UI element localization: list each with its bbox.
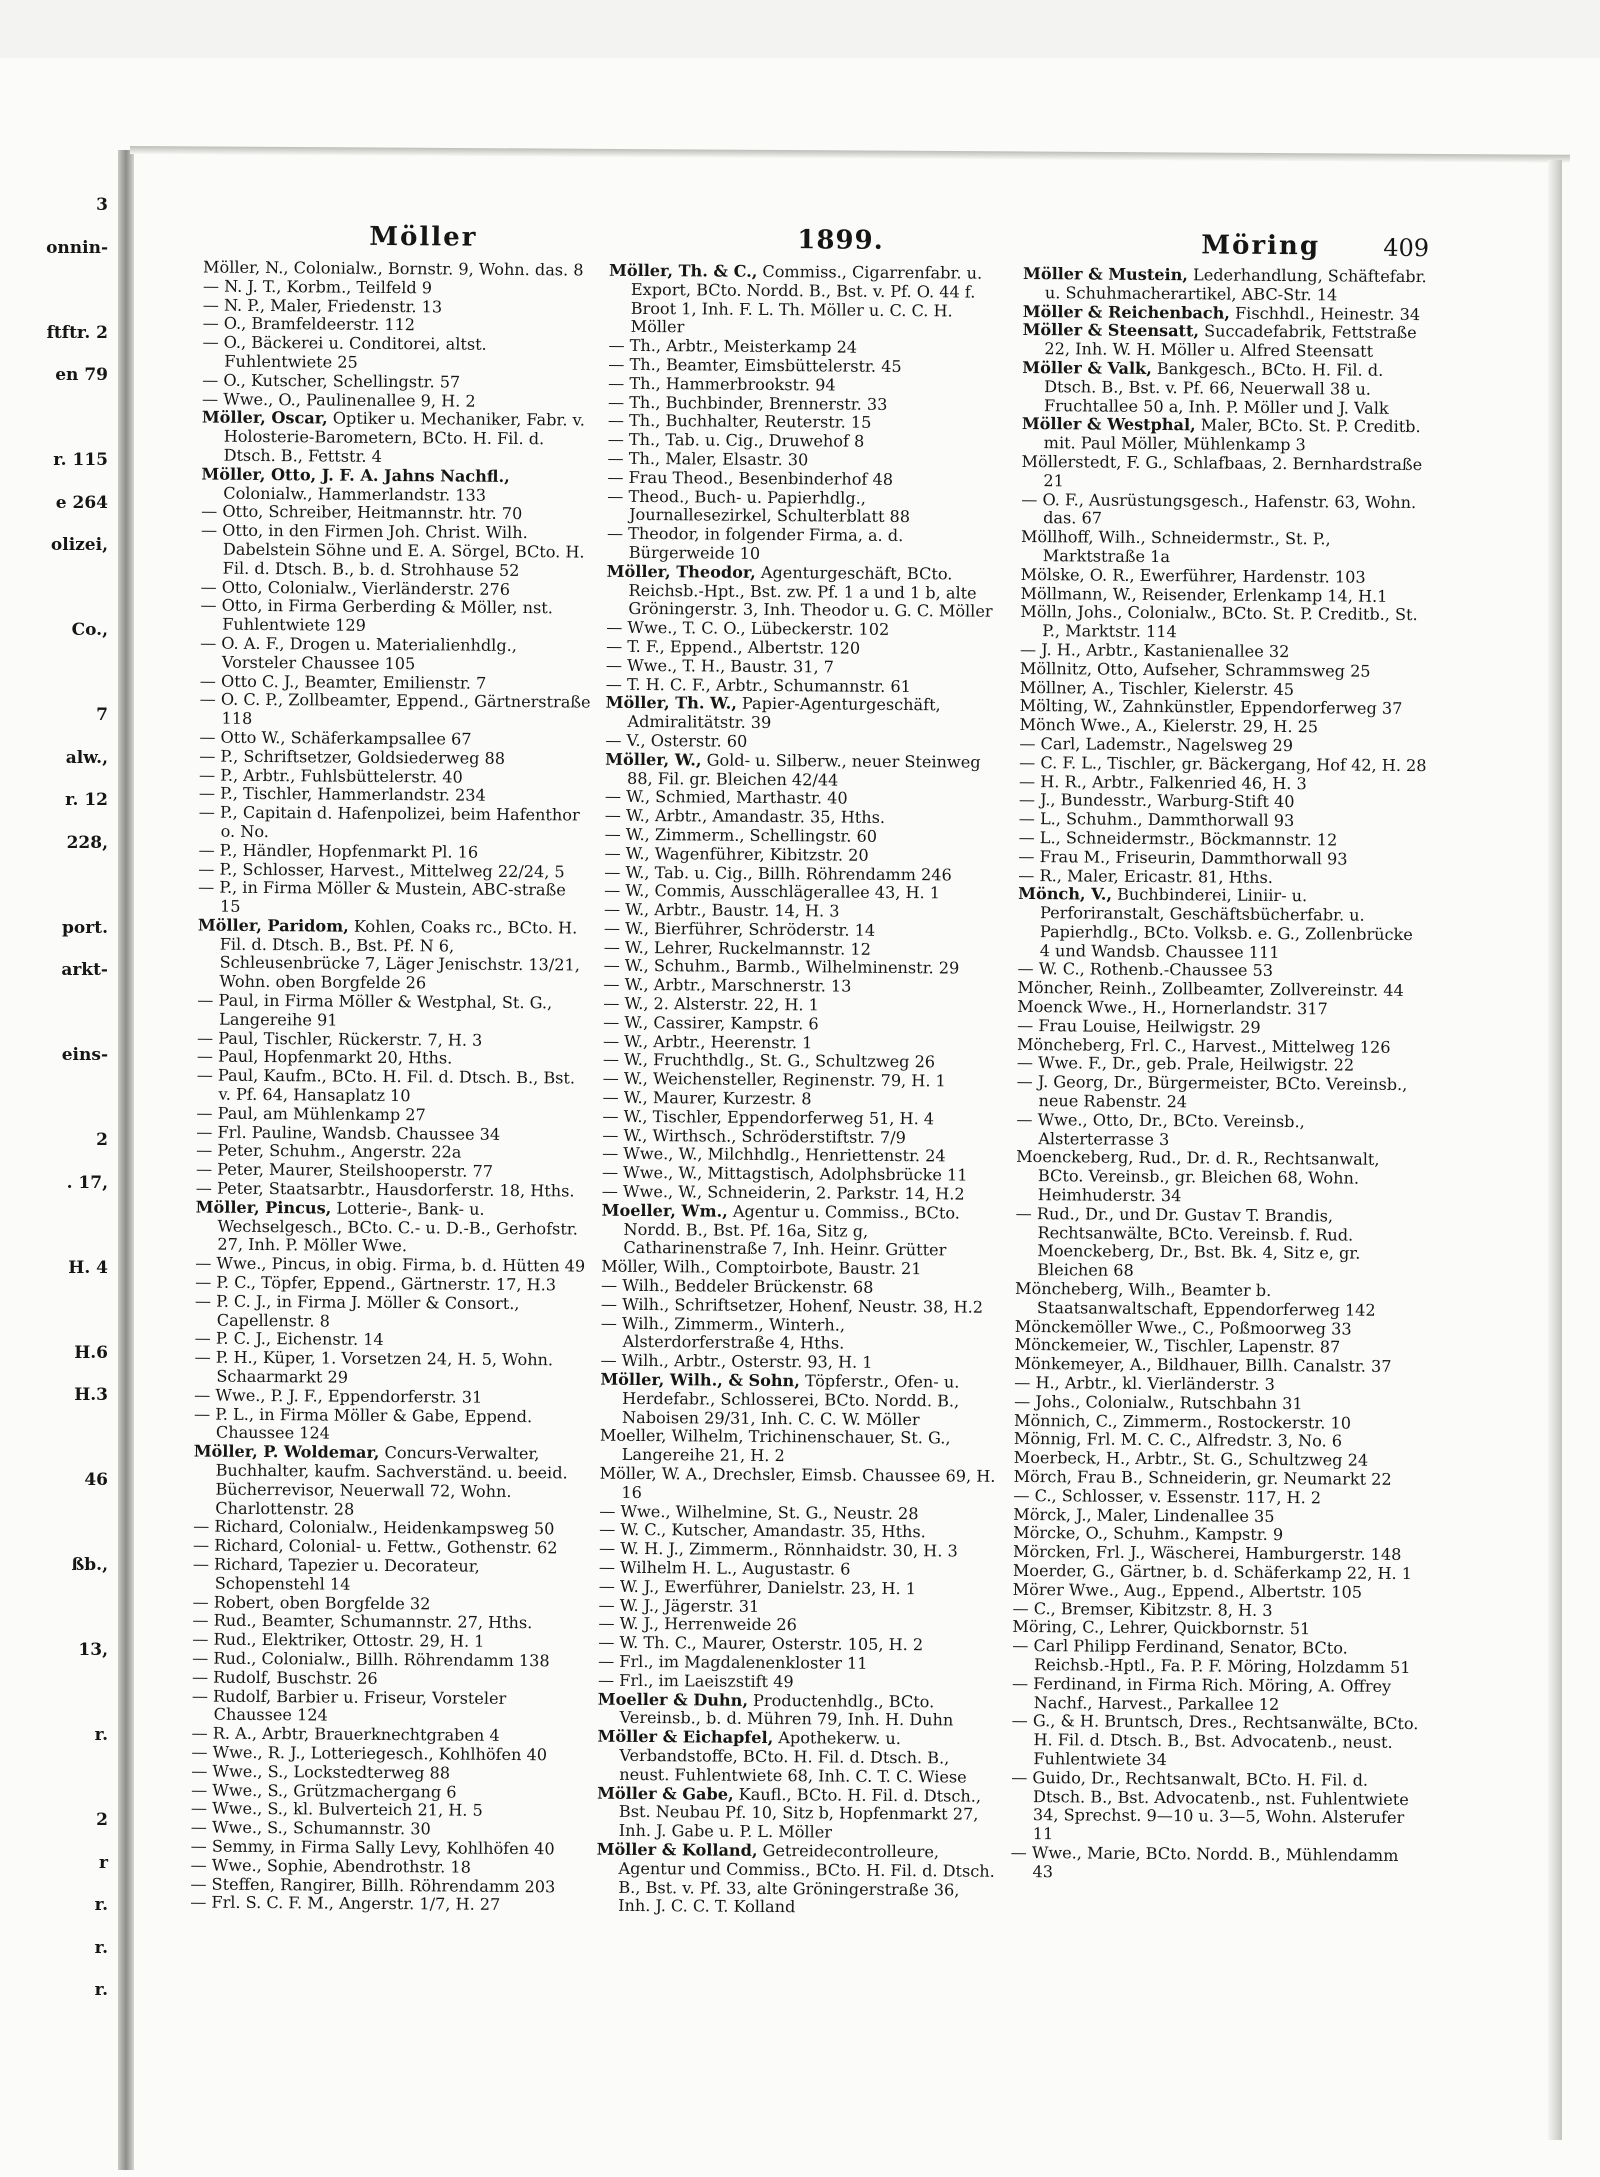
entry-text: — Robert, oben Borgfelde 32 [192,1592,431,1613]
previous-page-fragment: 7 [96,705,108,725]
entry-firm-name: Möller & Mustein, [1022,263,1189,285]
directory-entry [1021,453,1429,494]
previous-page-fragment: 2 [96,1130,108,1150]
entry-text: Optiker u. Mechaniker, Fabr. v. Holosterie-Barometern, BCto. H. Fil. d. Dtsch. B., Fettstr. 4 [223,408,585,466]
directory-entry [1016,1111,1424,1152]
entry-text: Colonialw., Hammerlandstr. 133 [223,483,487,505]
entry-text: — W., Wirthsch., Schröderstiftstr. 7/9 [602,1125,906,1147]
entry-text: — C. F. L., Tischler, gr. Bäckergang, Hof 42, H. 28 [1019,752,1427,775]
entry-text: — Wwe., S., Grützmachergang 6 [191,1780,457,1802]
entry-text: — P. H., Küper, 1. Vorsetzen 24, H. 5, Wohn. Schaarmarkt 29 [194,1347,554,1387]
entry-text: — Carl Philipp Ferdinand, Senator, BCto. Reichsb.-Hptl., Fa. P. F. Möring, Holzdamm 51 [1012,1636,1411,1678]
entry-text: Kaufl., BCto. H. Fil. d. Dtsch., Bst. Neubau Pf. 10, Sitz b, Hopfenmarkt 27, Inh. J. Gabe u. P. L. Möller [618,1784,982,1842]
entry-text: Moenck Wwe., H., Hornerlandstr. 317 [1017,997,1328,1019]
previous-page-fragment: r [99,1852,108,1873]
entry-text: — Rudolf, Barbier u. Friseur, Vorsteler Chaussee 124 [191,1686,507,1725]
entry-text: Bankgesch., BCto. H. Fil. d. Dtsch. B., Bst. v. Pf. 66, Neuerwall 38 u. Fruchtallee 50 a, Inh. P. Möller und J. Valk [1043,358,1389,418]
entry-text: — Wwe., Sophie, Abendrothstr. 18 [190,1855,471,1877]
entry-text: — P., Händler, Hopfenmarkt Pl. 16 [198,840,479,862]
previous-page-fragment: 3 [96,195,108,215]
entry-text: — Frau M., Friseurin, Dammthorwall 93 [1018,846,1348,869]
entry-text: — Wwe., Otto, Dr., BCto. Vereinsb., Alsterterrasse 3 [1016,1109,1305,1149]
entry-text: — P. C. J., in Firma J. Möller & Consort., Capellenstr. 8 [194,1291,520,1331]
directory-entry [600,1427,1000,1468]
entry-text: — Otto, in den Firmen Joh. Christ. Wilh. Dabelstein Söhne und E. A. Sörgel, BCto. H. Fil. d. Dtsch. B., b. d. Strohhause 52 [200,520,585,580]
entry-text: — Otto C. J., Beamter, Emilienstr. 7 [199,671,487,693]
entry-text: Gold- u. Silberw., neuer Steinweg 88, Fil. gr. Bleichen 42/44 [627,750,981,790]
entry-text: — W., Arbtr., Baustr. 14, H. 3 [603,899,840,921]
directory-entry [193,1443,586,1521]
directory-entry [195,1292,587,1333]
previous-page-fragment: en 79 [55,365,108,385]
entry-firm-name: Möller, W., [605,749,702,770]
directory-entry [201,522,593,581]
previous-page-fragment: 2 [96,1810,108,1830]
entry-text: — O. F., Ausrüstungsgesch., Hafenstr. 63, Wohn. das. 67 [1021,489,1417,528]
directory-entry [1012,1637,1420,1678]
directory-entry [194,1405,586,1446]
entry-text: — W., 2. Alsterstr. 22, H. 1 [603,993,819,1015]
directory-entry [1021,528,1429,569]
entry-text: — Th., Hammerbrookstr. 94 [608,373,836,395]
entry-text: — P., Tischler, Hammerlandstr. 234 [198,783,486,806]
previous-page-fragment: alw., [65,747,108,768]
directory-entry [193,1555,585,1596]
directory-entry [605,694,1005,735]
directory-entry [599,1465,999,1506]
directory-entry [202,334,594,375]
entry-firm-name: Möller, Theodor, [606,561,756,582]
entry-text: — C., Bremser, Kibitzstr. 8, H. 3 [1012,1598,1273,1620]
entry-text: Agenturgeschäft, BCto. Reichsb.-Hpt., Bst. zw. Pf. 1 a und 1 b, alte Gröningerstr. 3, Inh. Theodor u. G. C. Möller [628,562,993,622]
entry-text: Getreidecontrolleure, Agentur und Commiss., BCto. H. Fil. d. Dtsch. B., Bst. v. Pf. 33, alte Gröningerstraße 36, Inh. J. C. C. T. Kolland [618,1840,995,1917]
previous-page-edge [0,195,112,2095]
directory-entry [1011,1712,1419,1772]
entry-text: — Steffen, Rangirer, Billh. Röhrendamm 203 [190,1873,556,1896]
directory-entry [1010,1844,1418,1885]
entry-text: Lotterie-, Bank- u. Wechselgesch., BCto. C.- u. D.-B., Gerhofstr. 27, Inh. P. Möller Wwe. [217,1198,578,1256]
entry-text: — Frl., im Magdalenenkloster 11 [598,1651,868,1673]
entry-text: — O. C. P., Zollbeamter, Eppend., Gärtnerstraße 118 [199,689,591,729]
entry-text: — Rudolf, Buschstr. 26 [191,1667,378,1688]
entry-text: — Otto, in Firma Gerberding & Möller, nst. Fuhlentwiete 129 [200,595,553,635]
entry-text: — Frl., im Laeiszstift 49 [597,1670,794,1691]
directory-entry [197,992,589,1033]
directory-column-1 [190,259,595,1916]
entry-text: Mönnich, C., Zimmerm., Rostockerstr. 10 [1013,1410,1352,1433]
entry-text: Mönkemeyer, A., Bildhauer, Billh. Canalstr. 37 [1014,1354,1392,1377]
entry-text: — Richard, Colonialw., Heidenkampsweg 50 [193,1516,555,1539]
entry-text: — W., Weichensteller, Reginenstr. 79, H. 1 [602,1068,946,1091]
entry-text: Moerder, G., Gärtner, b. d. Schäferkamp 22, H. 1 [1012,1560,1413,1584]
entry-text: Apothekerw. u. Verbandstoffe, BCto. H. Fil. d. Dtsch. B., neust. Fuhlentwiete 68, Inh. C. T. C. Wiese [619,1728,967,1787]
previous-page-fragment: eins- [61,1045,108,1065]
directory-entry [1018,885,1427,963]
entry-text: — J. Georg, Dr., Bürgermeister, BCto. Vereinsb., neue Rabenstr. 24 [1016,1072,1408,1112]
directory-entry [1021,491,1429,532]
directory-entry [1022,321,1430,362]
previous-page-fragment: r. [94,1895,108,1915]
entry-text: — Peter, Staatsarbtr., Hausdorferstr. 18, Hths. [195,1178,575,1201]
directory-page [123,150,1550,2121]
entry-text: — N. J. T., Korbm., Teilfeld 9 [202,276,433,298]
directory-entry [1015,1205,1424,1283]
entry-text: — G., & H. Bruntsch, Dres., Rechtsanwälte, BCto. H. Fil. d. Dtsch. B., Bst. Advocatenb., neust. Fuhlentwiete 34 [1011,1711,1419,1770]
entry-text: — Wwe., S., kl. Bulverteich 21, H. 5 [190,1798,483,1821]
entry-text: — W., Wagenführer, Kibitzstr. 20 [604,843,869,865]
entry-text: Mönckemöller Wwe., C., Poßmoorweg 33 [1014,1316,1352,1339]
entry-text: — Paul, Tischler, Rückerstr. 7, H. 3 [196,1028,483,1050]
entry-firm-name: Möller & Gabe, [597,1783,734,1804]
entry-firm-name: Möller, Oscar, [201,407,328,428]
directory-column-3 [1010,265,1431,1885]
entry-text: — R., Maler, Ericastr. 81, Hths. [1018,865,1274,887]
entry-text: — Paul, in Firma Möller & Westphal, St. G., Langereihe 91 [197,990,553,1030]
entry-firm-name: Möller, Wilh., & Sohn, [600,1369,800,1391]
directory-entry [601,1314,1001,1355]
directory-column-2 [596,262,1009,1919]
entry-text: Möller, N., Colonialw., Bornstr. 9, Wohn. das. 8 [203,257,584,280]
entry-text: — W., Maurer, Kurzestr. 8 [602,1087,812,1109]
directory-entry [1015,1280,1423,1321]
previous-page-fragment: H.3 [74,1385,108,1405]
entry-text: — P. L., in Firma Möller & Gabe, Eppend. Chaussee 124 [194,1404,533,1443]
directory-entry [609,262,1010,340]
entry-firm-name: Möller & Westphal, [1021,414,1196,435]
entry-text: — Wwe., O., Paulinenallee 9, H. 2 [201,389,476,411]
entry-text: Möncheberg, Wilh., Beamter b. Staatsanwaltschaft, Eppendorferweg 142 [1015,1278,1376,1320]
entry-text: Moerbeck, H., Arbtr., St. G., Schultzweg 24 [1013,1448,1369,1470]
entry-text: — P., Arbtr., Fuhlsbüttelerstr. 40 [199,765,463,787]
entry-text: Buchbinderei, Liniir- u. Perforiranstalt, Geschäftsbücherfabr. u. Papierhdlg., BCto. Volksb. e. G., Zollenbrücke 4 und Wandsb. Chaussee 111 [1039,884,1413,962]
entry-text: Mönch Wwe., A., Kielerstr. 29, H. 25 [1019,715,1319,737]
top-margin [0,0,1600,58]
entry-text: Mönckemeier, W., Tischler, Lapenstr. 87 [1014,1335,1341,1357]
entry-firm-name: Möller & Eichapfel, [597,1726,774,1748]
entry-text: Mörer Wwe., Aug., Eppend., Albertstr. 105 [1012,1579,1363,1602]
previous-page-fragment: Co., [71,620,108,640]
entry-firm-name: Mönch, V., [1018,884,1113,904]
previous-page-fragment: 13, [78,1640,108,1660]
directory-entry [199,691,591,732]
previous-page-fragment: H. 4 [68,1257,108,1278]
entry-text: — Th., Tab. u. Cig., Druwehof 8 [607,429,865,451]
previous-page-fragment: r. 115 [53,450,108,470]
entry-text: — Frl. Pauline, Wandsb. Chaussee 34 [196,1122,501,1144]
directory-entry [1020,603,1428,644]
entry-text: — Wwe., T. C. O., Lübeckerstr. 102 [606,617,890,640]
entry-text: Papier-Agenturgeschäft, Admiralitätstr. 39 [627,694,941,733]
entry-text: — W., Fruchthdlg., St. G., Schultzweg 26 [602,1050,936,1072]
previous-page-fragment: onnin- [46,237,108,258]
entry-text: — W., Tab. u. Cig., Billh. Röhrendamm 246 [604,862,952,884]
directory-entry [192,1687,584,1728]
entry-text: — Carl, Lademstr., Nagelsweg 29 [1019,733,1294,756]
entry-text: Möller, Wilh., Comptoirbote, Baustr. 21 [601,1256,922,1279]
entry-firm-name: Moeller, Wm., [601,1200,728,1221]
directory-entry [198,879,590,920]
directory-entry [197,916,590,994]
entry-text: Commiss., Cigarrenfabr. u. Export, BCto. Nordd. B., Bst. v. Pf. O. 44 f. Broot 1, Inh. F. L. Th. Möller u. C. C. H. Möller [630,261,983,337]
entry-text: — W. H. J., Zimmerm., Rönnhaidstr. 30, H. 3 [598,1538,958,1561]
entry-text: — Frau Theod., Besenbinderhof 48 [607,467,894,489]
directory-entry [197,1067,589,1108]
previous-page-fragment: H.6 [74,1342,108,1363]
entry-text: Möllmann, W., Reisender, Erlenkamp 14, H.1 [1020,583,1388,606]
entry-text: — R. A., Arbtr, Brauerknechtgraben 4 [191,1723,500,1746]
entry-firm-name: Moeller & Duhn, [597,1689,749,1710]
entry-text: — N. P., Maler, Friedenstr. 13 [202,295,443,316]
entry-text: — L., Schuhm., Dammthorwall 93 [1018,809,1295,831]
entry-firm-name: Möller, Th. & C., [608,260,758,281]
directory-entry [597,1784,997,1844]
entry-text: Möncheberg, Frl. C., Harvest., Mittelweg 126 [1016,1034,1391,1057]
entry-text: — W., Commis, Ausschlägerallee 43, H. 1 [604,880,941,903]
directory-entry [200,597,592,638]
entry-text: — Peter, Maurer, Steilshooperstr. 77 [195,1159,494,1182]
directory-entry [1011,1769,1420,1847]
directory-entry [1012,1675,1420,1716]
previous-page-fragment: olizei, [50,535,108,555]
entry-text: — P., Capitain d. Hafenpolizei, beim Hafenthor o. No. [198,802,580,841]
entry-text: — Peter, Schuhm., Angerstr. 22a [196,1140,462,1163]
entry-text: — Wwe., W., Schneiderin, 2. Parkstr. 14, H.2 [601,1181,965,1204]
entry-firm-name: Möller, P. Woldemar, [193,1441,380,1463]
entry-text: — W. Th. C., Maurer, Osterstr. 105, H. 2 [598,1632,924,1655]
entry-firm-name: Möller & Reichenbach, [1022,301,1231,323]
entry-text: Moeller, Wilhelm, Trichinenschauer, St. G., Langereihe 21, H. 2 [599,1426,951,1466]
entry-text: Mörch, Frau B., Schneiderin, gr. Neumarkt 22 [1013,1466,1392,1489]
entry-text: — Wwe., Pincus, in obig. Firma, b. d. Hütten 49 [195,1253,586,1276]
entry-text: Mörcken, Frl. J., Wäscherei, Hamburgerstr. 148 [1012,1542,1402,1565]
entry-text: — Frau Louise, Heilwigstr. 29 [1017,1015,1261,1037]
entry-text: Mönnig, Frl. M. C. C., Alfredstr. 3, No. 6 [1013,1429,1343,1451]
page-right-edge [1548,160,1562,2140]
previous-page-fragment: r. [94,1937,108,1958]
entry-text: — O., Bäckerei u. Conditorei, altst. Fuhlentwiete 25 [202,332,487,372]
entry-text: — Th., Buchhalter, Reuterstr. 15 [607,411,872,433]
entry-text: — Rud., Colonialw., Billh. Röhrendamm 138 [192,1648,550,1671]
directory-entry [1016,1148,1424,1208]
previous-page-fragment: arkt- [61,960,108,980]
previous-page-fragment: . 17, [66,1172,108,1193]
directory-entry [194,1349,586,1390]
entry-text: — Rud., Beamter, Schumannstr. 27, Hths. [192,1610,533,1633]
directory-entry [607,525,1007,566]
entry-text: Mörck, J., Maler, Lindenallee 35 [1013,1504,1275,1526]
entry-text: — Wilh., Zimmerm., Winterh., Alsterdorferstraße 4, Hths. [600,1313,846,1354]
entry-text: — J. H., Arbtr., Kastanienallee 32 [1020,639,1290,661]
entry-text: — Otto, Schreiber, Heitmannstr. htr. 70 [201,501,523,524]
entry-text: — Wwe. F., Dr., geb. Prale, Heilwigstr. 22 [1016,1053,1355,1076]
entry-text: Lederhandlung, Schäftefabr. u. Schuhmacherartikel, ABC-Str. 14 [1044,265,1427,305]
directory-entry [1022,415,1430,456]
entry-text: Möring, C., Lehrer, Quickbornstr. 51 [1012,1617,1311,1639]
entry-text: — Richard, Colonial- u. Fettw., Gothenstr. 62 [192,1535,558,1558]
entry-text: Kohlen, Coaks rc., BCto. H. Fil. d. Dtsch. B., Bst. Pf. N 6, Schleusenbrücke 7, Läger Jenischstr. 13/21, Wohn. oben Borgfelde 26 [219,916,580,993]
entry-text: — Ferdinand, in Firma Rich. Möring, A. Offrey Nachf., Harvest., Parkallee 12 [1011,1673,1392,1714]
entry-text: — Th., Maler, Elsastr. 30 [607,448,809,470]
entry-text: — W., Arbtr., Marschnerstr. 13 [603,974,852,996]
entry-text: — Wilhelm H. L., Augustastr. 6 [598,1557,851,1579]
previous-page-fragment: r. [94,1980,108,2000]
entry-text: Fischhdl., Heinestr. 34 [1229,303,1421,324]
entry-text: — Paul, am Mühlenkamp 27 [196,1103,426,1125]
entry-text: Möncher, Reinh., Zollbeamter, Zollvereinstr. 44 [1017,978,1404,1001]
entry-text: — Rud., Elektriker, Ottostr. 29, H. 1 [192,1629,485,1651]
entry-text: Möller, W. A., Drechsler, Eimsb. Chaussee 69, H. 16 [599,1463,996,1502]
entry-text: — P., in Firma Möller & Mustein, ABC-straße 15 [198,877,566,916]
entry-text: — P. C., Töpfer, Eppend., Gärtnerstr. 17, H.3 [195,1272,557,1295]
entry-text: — Rud., Dr., und Dr. Gustav T. Brandis, Rechtsanwälte, BCto. Vereinsb. f. Rud. Moenckeberg, Dr., Bst. Bk. 4, Sitz e, gr. Bleichen 68 [1015,1203,1361,1281]
previous-page-fragment: r. 12 [65,790,108,810]
entry-text: — Otto W., Schäferkampsallee 67 [199,727,472,749]
entry-firm-name: Möller, Otto, J. F. A. Jahns Nachfl., [201,464,510,486]
entry-text: — W. C., Kutscher, Amandastr. 35, Hths. [599,1520,926,1542]
directory-entry [199,804,591,845]
entry-text: — W., Arbtr., Amandastr. 35, Hths. [604,805,886,827]
entry-text: — Otto, Colonialw., Vierländerstr. 276 [200,577,511,599]
directory-entry [190,1894,582,1916]
entry-text: — W. J., Ewerführer, Danielstr. 23, H. 1 [598,1576,917,1598]
entry-text: — P., Schlosser, Harvest., Mittelweg 22/24, 5 [198,858,565,881]
running-head-year: 1899. [797,225,884,256]
entry-text: Töpferstr., Ofen- u. Herdefabr., Schlosserei, BCto. Nordd. B., Naboisen 29/31, Inh. C. C. W. Möller [621,1371,960,1429]
entry-text: — Frl. S. C. F. M., Angerstr. 1/7, H. 27 [190,1892,501,1915]
entry-text: — Th., Beamter, Eimsbüttelerstr. 45 [608,354,902,376]
entry-text: — J., Bundesstr., Warburg-Stift 40 [1018,790,1295,812]
entry-text: — W., Arbtr., Heerenstr. 1 [602,1031,813,1052]
entry-text: — Paul, Hopfenmarkt 20, Hths. [196,1046,453,1068]
entry-text: Succadefabrik, Fettstraße 22, Inh. W. H. Möller u. Alfred Steensatt [1044,321,1417,361]
entry-text: — Wwe., W., Mittagstisch, Adolphsbrücke 11 [601,1162,968,1185]
entry-text: — Semmy, in Firma Sally Levy, Kohlhöfen 40 [190,1836,555,1859]
entry-text: Mölske, O. R., Ewerführer, Hardenstr. 103 [1020,564,1366,587]
directory-entry [598,1690,998,1731]
entry-text: — Wwe., Wilhelmine, St. G., Neustr. 28 [599,1501,919,1523]
entry-text: Maler, BCto. St. P. Creditb. mit. Paul Möller, Mühlenkamp 3 [1043,415,1421,455]
entry-text: — W., Lehrer, Ruckelmannstr. 12 [603,937,871,959]
directory-entry [605,750,1005,791]
previous-page-fragment: 228, [66,832,108,853]
previous-page-fragment: ßb., [71,1555,108,1575]
entry-text: — W. C., Rothenb.-Chaussee 53 [1017,959,1274,981]
entry-text: — W., Zimmerm., Schellingstr. 60 [604,824,878,846]
entry-text: — V., Osterstr. 60 [605,730,748,751]
entry-text: — Th., Buchbinder, Brennerstr. 33 [607,392,888,414]
previous-page-fragment: e 264 [55,492,108,513]
entry-text: — H., Arbtr., kl. Vierländerstr. 3 [1014,1372,1275,1394]
entry-text: — Wwe., Marie, BCto. Nordd. B., Mühlendamm 43 [1010,1842,1399,1881]
entry-text: — Wwe., R. J., Lotteriegesch., Kohlhöfen 40 [191,1742,548,1765]
running-head-left: Möller [369,221,478,253]
entry-text: Agentur u. Commiss., BCto. Nordd. B., Bst. Pf. 16a, Sitz g, Catharinenstraße 7, Inh. Heinr. Grütter [623,1201,960,1260]
entry-text: — Wwe., P. J. F., Eppendorferstr. 31 [194,1385,483,1407]
entry-text: — C., Schlosser, v. Essenstr. 117, H. 2 [1013,1485,1322,1508]
entry-firm-name: Möller & Steensatt, [1022,320,1200,341]
previous-page-fragment: ftftr. 2 [46,322,108,343]
entry-firm-name: Möller & Kolland, [596,1839,758,1860]
entry-text: Concurs-Verwalter, Buchhalter, kaufm. Sachverständ. u. beeid. Bücherrevisor, Neuerwall 72, Wohn. Charlottenstr. 28 [215,1443,568,1519]
entry-text: — Wilh., Schriftsetzer, Hohenf, Neustr. 38, H.2 [600,1294,984,1317]
directory-entry [201,465,593,506]
entry-text: — Wilh., Beddeler Brückenstr. 68 [601,1275,874,1297]
entry-text: Möllerstedt, F. G., Schlafbaas, 2. Bernhardstraße 21 [1021,451,1423,491]
entry-text: — O. A. F., Drogen u. Materialienhdlg., Vorsteler Chaussee 105 [200,633,517,673]
entry-text: — P., Schriftsetzer, Goldsiederweg 88 [199,746,506,768]
entry-text: — Theod., Buch- u. Papierhdlg., Journallesezirkel, Schulterblatt 88 [607,486,911,527]
entry-text: — T. H. C. F., Arbtr., Schumannstr. 61 [605,674,912,696]
previous-page-fragment: port. [62,917,108,938]
directory-entry [200,634,592,675]
entry-text: — W., Schuhm., Barmb., Wilhelminenstr. 29 [603,956,960,978]
entry-text: Möllner, A., Tischler, Kielerstr. 45 [1019,677,1295,699]
entry-text: Productenhdlg., BCto. Vereinsb., b. d. Mühren 79, Inh. H. Duhn [619,1690,954,1730]
entry-firm-name: Möller, Paridom, [197,915,349,936]
entry-text: — Wwe., T. H., Baustr. 31, 7 [605,655,835,677]
entry-text: — Johs., Colonialw., Rutschbahn 31 [1014,1391,1303,1413]
entry-text: — Theodor, in folgender Firma, a. d. Bürgerweide 10 [606,523,904,563]
entry-firm-name: Möller, Pincus, [195,1197,332,1218]
entry-text: Moenckeberg, Rud., Dr. d. R., Rechtsanwalt, BCto. Vereinsb., gr. Bleichen 68, Wohn. Heimhuderstr. 34 [1016,1147,1380,1206]
directory-entry [1023,265,1431,306]
entry-text: Mölting, W., Zahnkünstler, Eppendorferweg 37 [1019,696,1403,719]
entry-firm-name: Möller & Valk, [1022,357,1152,378]
page-number: 409 [1383,233,1430,263]
entry-text: — W., Cassirer, Kampstr. 6 [603,1012,819,1034]
entry-text: — Th., Arbtr., Meisterkamp 24 [608,335,858,357]
entry-text: — W. J., Herrenweide 26 [598,1614,797,1635]
entry-text: — O., Bramfeldeerstr. 112 [202,313,416,335]
entry-text: — L., Schneidermstr., Böckmannstr. 12 [1018,827,1338,850]
directory-entry [202,409,594,468]
directory-entry [1022,359,1430,419]
entry-text: — W., Tischler, Eppendorferweg 51, H. 4 [602,1106,935,1129]
entry-text: — Richard, Tapezier u. Decorateur, Schopenstehl 14 [192,1554,480,1594]
entry-text: — W., Schmied, Marthastr. 40 [604,787,848,808]
entry-text: — P. C. J., Eichenstr. 14 [194,1328,384,1350]
entry-firm-name: Möller, Th. W., [605,693,737,714]
directory-entry [596,1841,997,1919]
entry-text: — H. R., Arbtr., Falkenried 46, H. 3 [1018,771,1307,793]
directory-entry [1016,1073,1424,1114]
previous-page-fragment: 46 [84,1470,108,1490]
directory-entry [601,1202,1001,1262]
entry-text: — T. F., Eppend., Albertstr. 120 [606,636,861,658]
entry-text: — Guido, Dr., Rechtsanwalt, BCto. H. Fil. d. Dtsch. B., Bst. Advocatenb., nst. Fuhlentwiete 34, Sprechst. 9—10 u. 3—5, Wohn. Alsterufer 11 [1011,1767,1409,1844]
entry-text: Möllnitz, Otto, Aufseher, Schrammsweg 25 [1019,658,1371,681]
entry-text: — Paul, Kaufm., BCto. H. Fil. d. Dtsch. B., Bst. v. Pf. 64, Hansaplatz 10 [196,1065,576,1106]
entry-text: — Wwe., S., Schumannstr. 30 [190,1817,431,1839]
entry-text: Mölln, Johs., Colonialw., BCto. St. P. Creditb., St. P., Marktstr. 114 [1020,602,1418,642]
previous-page-fragment: r. [94,1725,108,1745]
directory-entry [607,487,1007,528]
running-head-right: Möring [1201,230,1321,262]
entry-text: Mörcke, O., Schuhm., Kampstr. 9 [1013,1523,1284,1545]
entry-text: Möllhoff, Wilh., Schneidermstr., St. P., Marktstraße 1a [1020,527,1331,567]
entry-text: — O., Kutscher, Schellingstr. 57 [202,370,461,392]
directory-entry [597,1728,997,1788]
entry-text: — Wwe., S., Lockstedterweg 88 [191,1761,451,1783]
directory-entry [600,1371,1000,1431]
directory-entry [195,1198,587,1257]
entry-text: — Wilh., Arbtr., Osterstr. 93, H. 1 [600,1350,873,1373]
directory-entry [606,562,1006,622]
entry-text: — W. J., Jägerstr. 31 [598,1595,760,1616]
entry-text: — W., Bierführer, Schröderstr. 14 [603,918,876,940]
entry-text: — Wwe., W., Milchhdlg., Henriettenstr. 24 [602,1144,946,1166]
